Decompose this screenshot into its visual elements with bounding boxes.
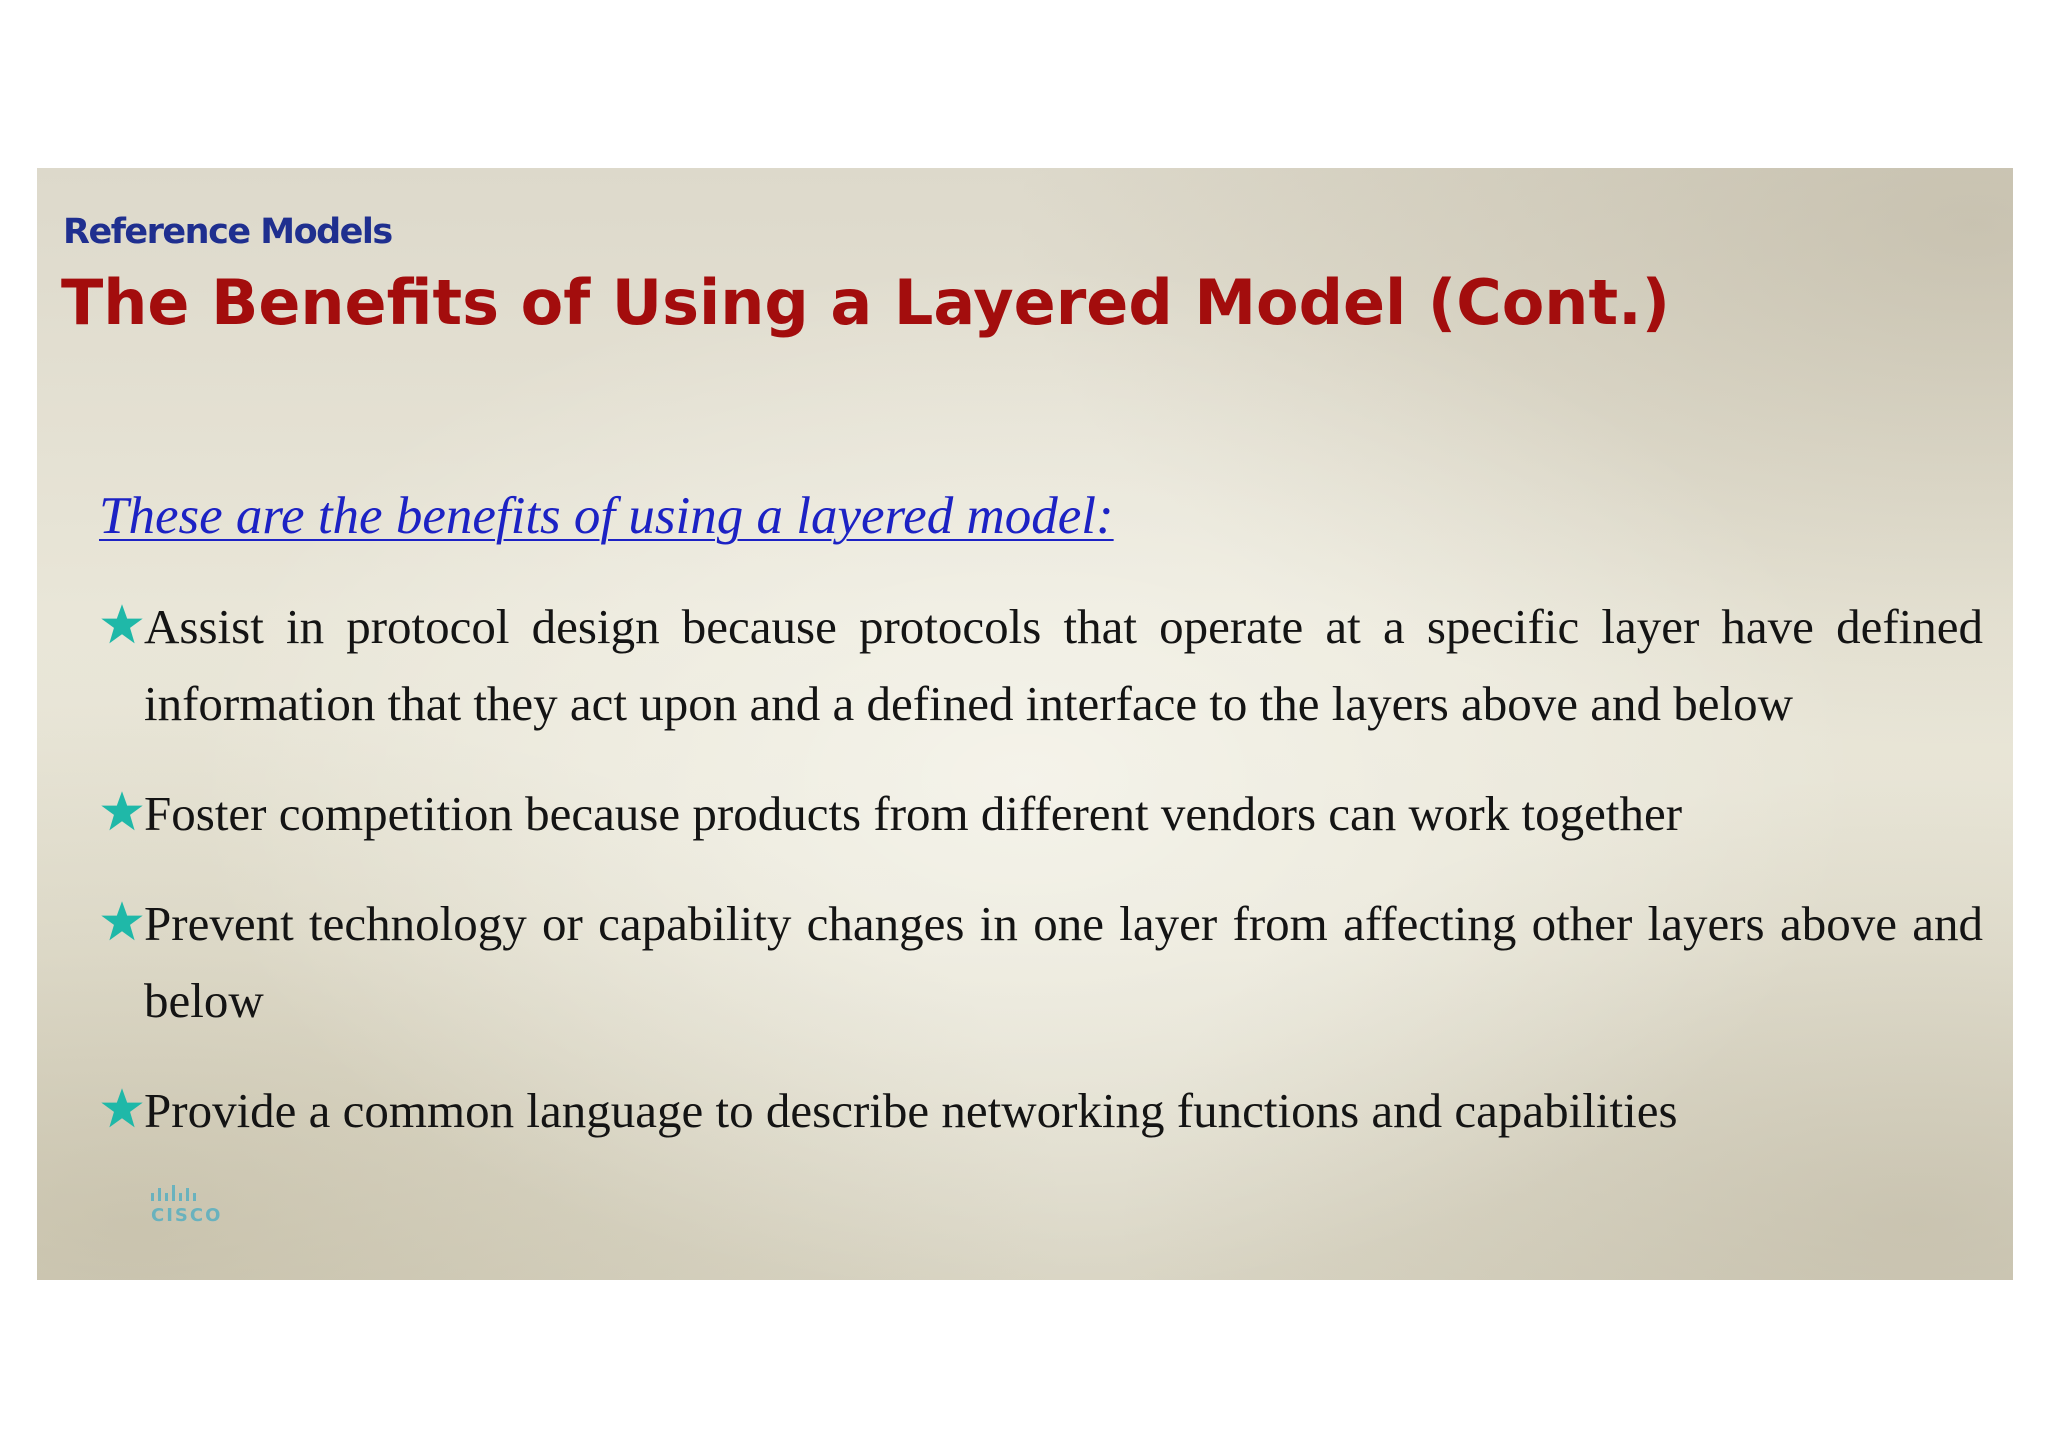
bullet-text: Provide a common language to describe networking functions and capabilities <box>144 1083 1678 1138</box>
bullet-list <box>99 588 1983 1182</box>
star-icon <box>99 899 145 945</box>
bullet-item <box>99 885 1983 1039</box>
star-icon <box>99 1086 145 1132</box>
slide-title: The Benefits of Using a Layered Model (Cont.) <box>61 266 1670 339</box>
bullet-item <box>99 588 1983 742</box>
cisco-logo-text: CISCO <box>151 1205 223 1226</box>
intro-text: These are the benefits of using a layered model: <box>99 487 1114 545</box>
bullet-item <box>99 775 1983 852</box>
bullet-item <box>99 1072 1983 1149</box>
star-icon <box>99 602 145 648</box>
slide <box>37 168 2013 1280</box>
bullet-text: Foster competition because products from different vendors can work together <box>144 786 1683 841</box>
bullet-text: Prevent technology or capability changes in one layer from affecting other layers above and below <box>144 896 1983 1028</box>
cisco-bars-icon <box>149 1183 219 1203</box>
section-label: Reference Models <box>63 212 392 252</box>
star-icon <box>99 789 145 835</box>
bullet-text: Assist in protocol design because protocols that operate at a specific layer have defined information that they act upon and a defined interface to the layers above and below <box>144 599 1983 731</box>
cisco-logo <box>149 1183 229 1233</box>
